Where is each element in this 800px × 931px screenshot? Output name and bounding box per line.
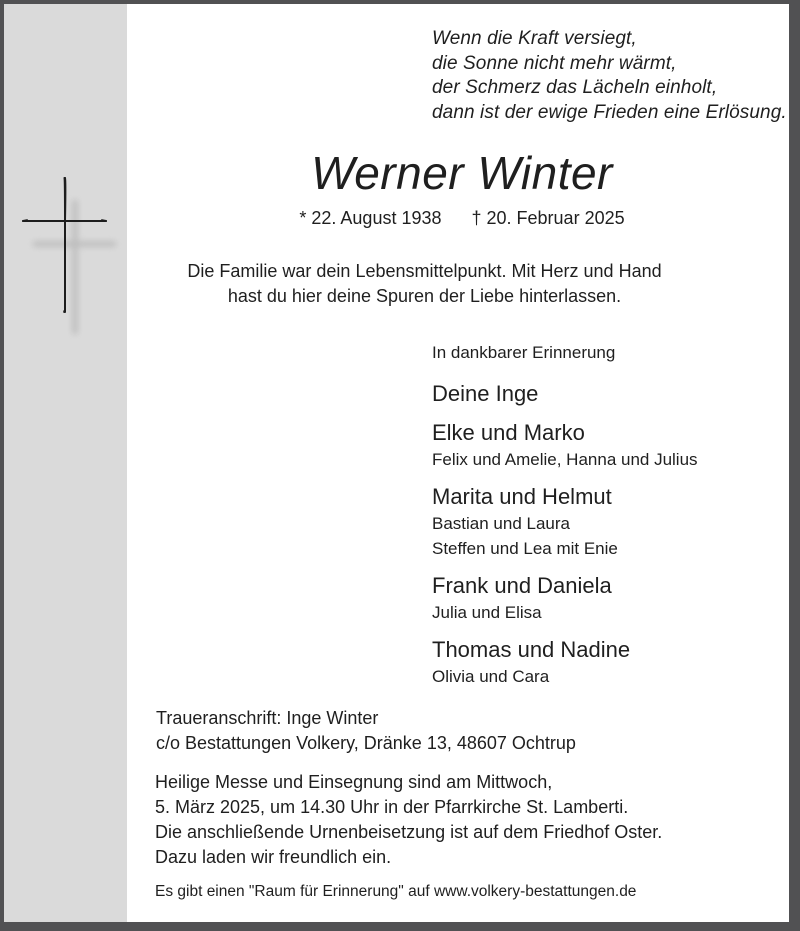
mourner-sub: Felix und Amelie, Hanna und Julius: [432, 450, 698, 469]
cross-icon: [14, 166, 124, 351]
death-date: † 20. Februar 2025: [471, 208, 625, 228]
mourner-sub: Steffen und Lea mit Enie: [432, 539, 618, 558]
mourner-group: [432, 571, 772, 625]
mourners-list: [432, 342, 772, 699]
mourning-address: [156, 706, 716, 756]
service-info: [155, 770, 755, 870]
mourner-main: Frank und Daniela: [432, 573, 612, 598]
mourner-sub: Julia und Elisa: [432, 603, 542, 622]
birth-date: * 22. August 1938: [299, 208, 442, 228]
sidebar-strip: [4, 4, 127, 922]
poem: [432, 27, 792, 125]
mourner-sub: Bastian und Laura: [432, 514, 570, 533]
service-line: Heilige Messe und Einsegnung sind am Mittwoch,: [155, 772, 553, 792]
mourner-main: Thomas und Nadine: [432, 637, 631, 662]
mourner-group: [432, 482, 772, 561]
poem-line: dann ist der ewige Frieden eine Erlösung.: [432, 101, 787, 123]
frame-bottom: [0, 922, 800, 931]
service-line: Die anschließende Urnenbeisetzung ist auf dem Friedhof Oster.: [155, 822, 663, 842]
mourners-intro: In dankbarer Erinnerung: [432, 343, 616, 362]
memorial-note: Es gibt einen "Raum für Erinnerung" auf www.volkery-bestattungen.de: [155, 883, 637, 900]
address-line: Traueranschrift: Inge Winter: [156, 708, 379, 728]
frame-right: [789, 0, 800, 931]
mourner-main: Deine Inge: [432, 381, 539, 406]
address-line: c/o Bestattungen Volkery, Dränke 13, 48607 Ochtrup: [156, 733, 576, 753]
mourner-group: [432, 418, 772, 472]
mourner-group: [432, 379, 772, 408]
deceased-name: Werner Winter: [311, 147, 613, 199]
service-line: Dazu laden wir freundlich ein.: [155, 847, 392, 867]
mourner-sub: Olivia und Cara: [432, 667, 550, 686]
poem-line: der Schmerz das Lächeln einholt,: [432, 77, 718, 99]
poem-line: die Sonne nicht mehr wärmt,: [432, 52, 677, 74]
service-line: 5. März 2025, um 14.30 Uhr in der Pfarrkirche St. Lamberti.: [155, 797, 629, 817]
life-dates: [157, 207, 767, 229]
tribute-text: [137, 259, 712, 309]
poem-line: Wenn die Kraft versiegt,: [432, 28, 637, 49]
tribute-line: Die Familie war dein Lebensmittelpunkt. Mit Herz und Hand: [187, 261, 662, 281]
mourner-main: Elke und Marko: [432, 420, 585, 445]
deceased-block: [157, 146, 767, 229]
mourner-main: Marita und Helmut: [432, 484, 612, 509]
mourner-group: [432, 635, 772, 689]
tribute-line: hast du hier deine Spuren der Liebe hinterlassen.: [227, 286, 622, 306]
